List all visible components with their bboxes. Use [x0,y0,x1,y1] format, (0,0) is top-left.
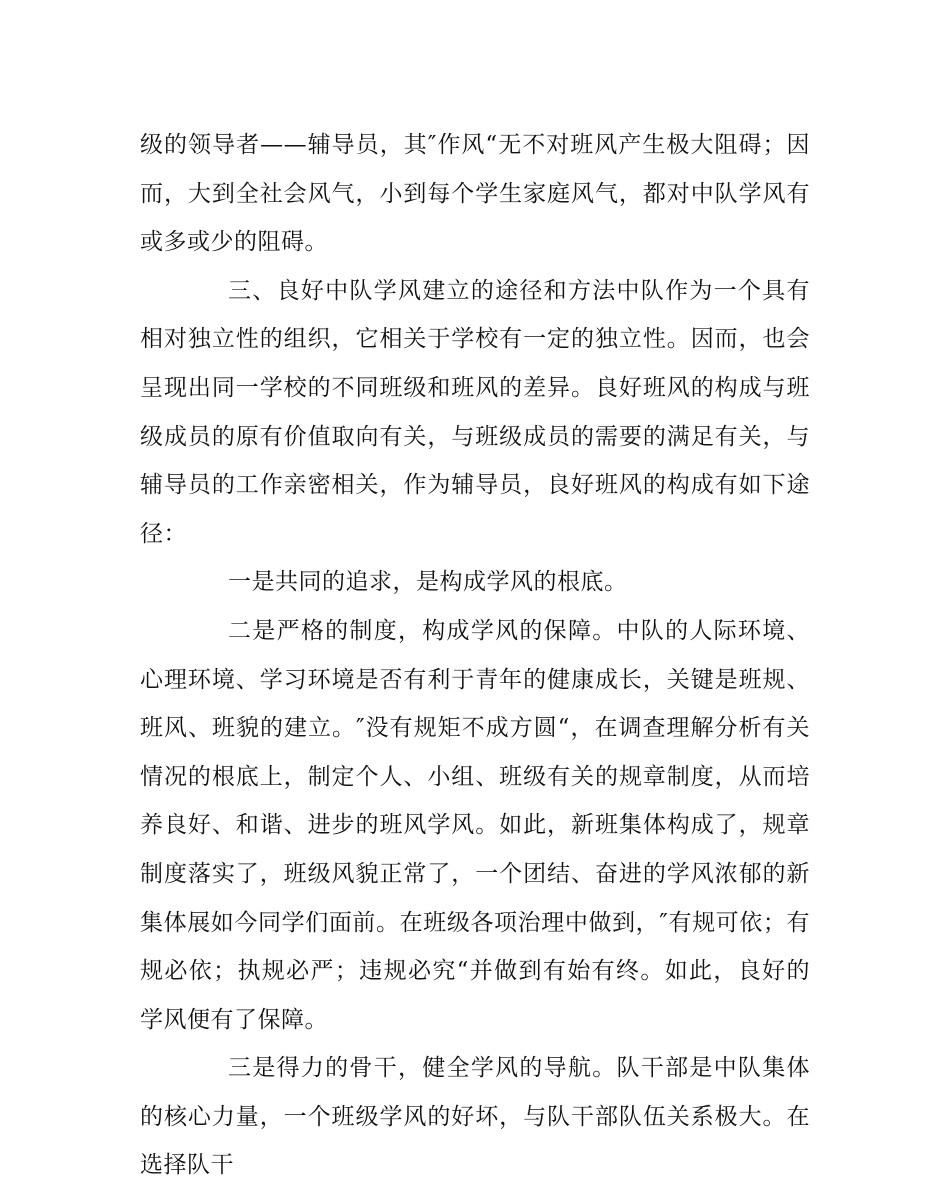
paragraph-point-two: 二是严格的制度，构成学风的保障。中队的人际环境、心理环境、学习环境是否有利于青年的健康成长，关键是班规、班风、班貌的建立。″没有规矩不成方圆“，在调查理解分析有关情况的根底上，制定个人、小组、班级有关的规章制度，从而培养良好、和谐、进步的班风学风。如此，新班集体构成了，规章制度落实了，班级风貌正常了，一个团结、奋进的学风浓郁的新集体展如今同学们面前。在班级各项治理中做到，″有规可依；有规必依；执规必严；违规必究“并做到有始有终。如此，良好的学风便有了保障。 [140,617,810,1033]
paragraph-point-one: 一是共同的追求，是构成学风的根底。 [228,569,628,596]
paragraph-point-three: 三是得力的骨干，健全学风的导航。队干部是中队集体的核心力量，一个班级学风的好坏，与队干部队伍关系极大。在选择队干 [140,1055,810,1179]
paragraph-continuation: 级的领导者——辅导员，其″作风“无不对班风产生极大阻碍；因而，大到全社会风气，小到每个学生家庭风气，都对中队学风有或多或少的阻碍。 [140,132,810,256]
paragraph-section-three: 三、良好中队学风建立的途径和方法中队作为一个具有相对独立性的组织，它相关于学校有一定的独立性。因而，也会呈现出同一学校的不同班级和班风的差异。良好班风的构成与班级成员的原有价值取向有关，与班级成员的需要的满足有关，与辅导员的工作亲密相关，作为辅导员，良好班风的构成有如下途径： [140,277,810,547]
document-body [140,121,810,1190]
